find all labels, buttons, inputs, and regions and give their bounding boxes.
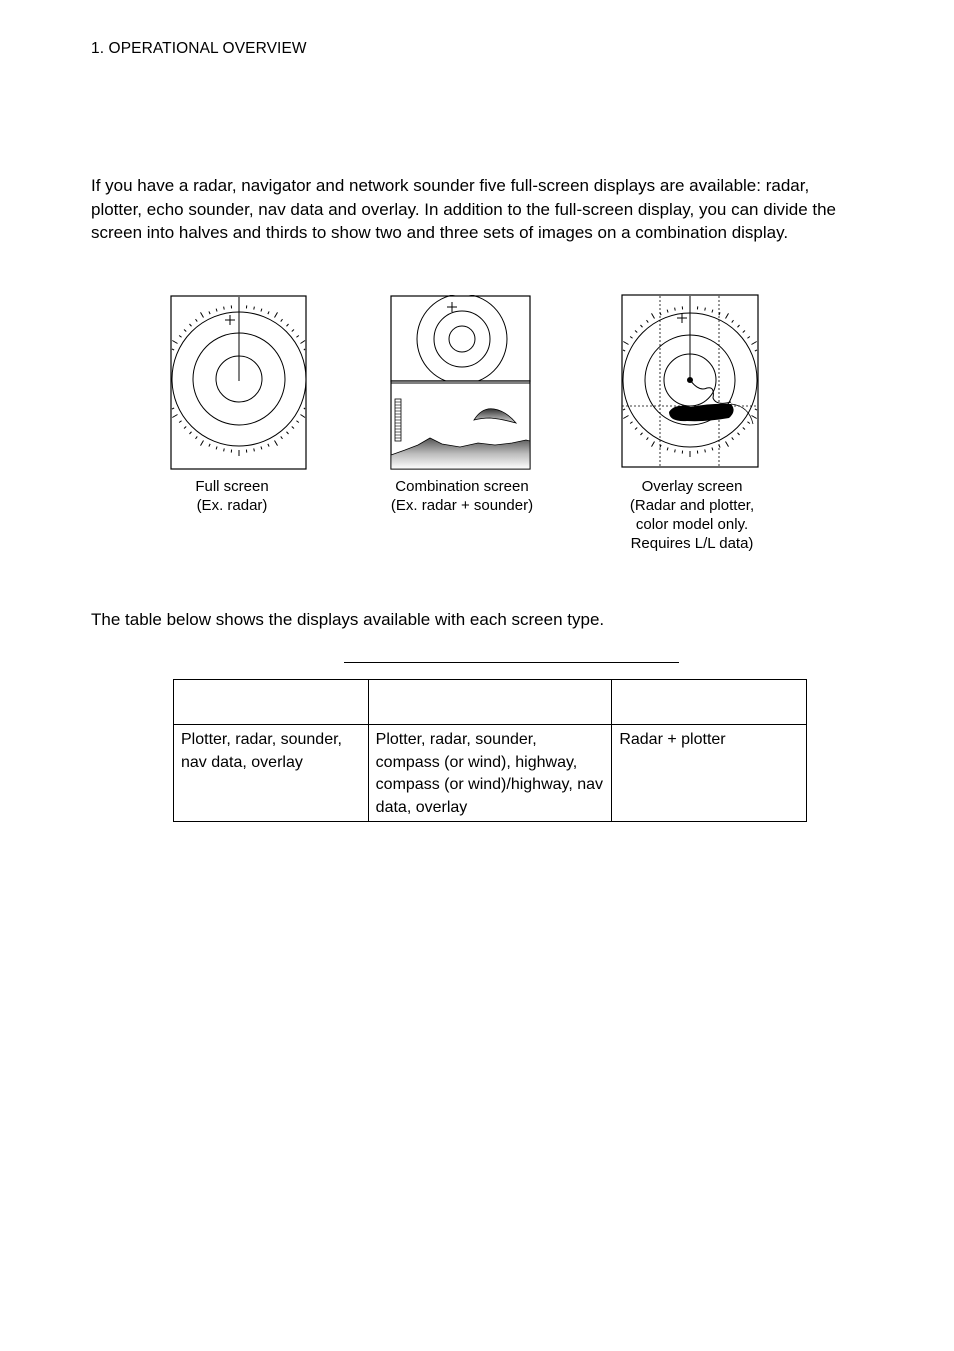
bearing-tick [705,308,706,311]
table-title-rule [344,662,679,663]
figure-caption-combination [382,477,542,515]
bearing-tick [254,448,255,451]
caption-line: Full screen [195,478,269,495]
caption-line: Combination screen [395,478,529,495]
radar-full-screen-illustration [170,295,308,471]
section-header: 1. OPERATIONAL OVERVIEW [91,40,307,57]
bearing-tick [675,449,676,452]
figure-caption-overlay [612,477,772,553]
bearing-tick [254,307,255,310]
caption-line: color model only. [635,516,749,533]
table-cell-full-screen: Plotter, radar, sounder, nav data, overlay [174,725,369,822]
table-intro-text: The table below shows the displays available with each screen type. [91,610,605,629]
caption-line: (Ex. radar) [196,497,268,514]
table-cell-combination: Plotter, radar, sounder, compass (or wind), highway, compass (or wind)/highway, nav data, overlay [368,725,612,822]
caption-line: (Radar and plotter, [629,497,755,514]
bearing-tick [705,449,706,452]
radar-plotter-overlay-illustration [621,294,760,470]
table-cell-overlay: Radar + plotter [612,725,807,822]
caption-line: Overlay screen [641,478,743,495]
bearing-tick [224,307,225,310]
table-header-row [174,680,807,725]
radar-sounder-combination-illustration [390,295,532,471]
bearing-tick [224,448,225,451]
screen-types-table [173,679,807,822]
bearing-tick [675,308,676,311]
table-header-cell [174,680,369,725]
figure-caption-full [162,477,302,515]
caption-line: Requires L/L data) [630,535,754,552]
caption-line: (Ex. radar + sounder) [390,497,534,514]
table-header-cell [612,680,807,725]
intro-paragraph: If you have a radar, navigator and network sounder five full-screen displays are available: radar, plotter, echo sounder, nav data and overlay. In addition to the full-screen display, you can divide the screen into halves and thirds to show two and three sets of images on a combination display. [91,176,837,243]
table-header-cell [368,680,612,725]
table-row [174,725,807,822]
